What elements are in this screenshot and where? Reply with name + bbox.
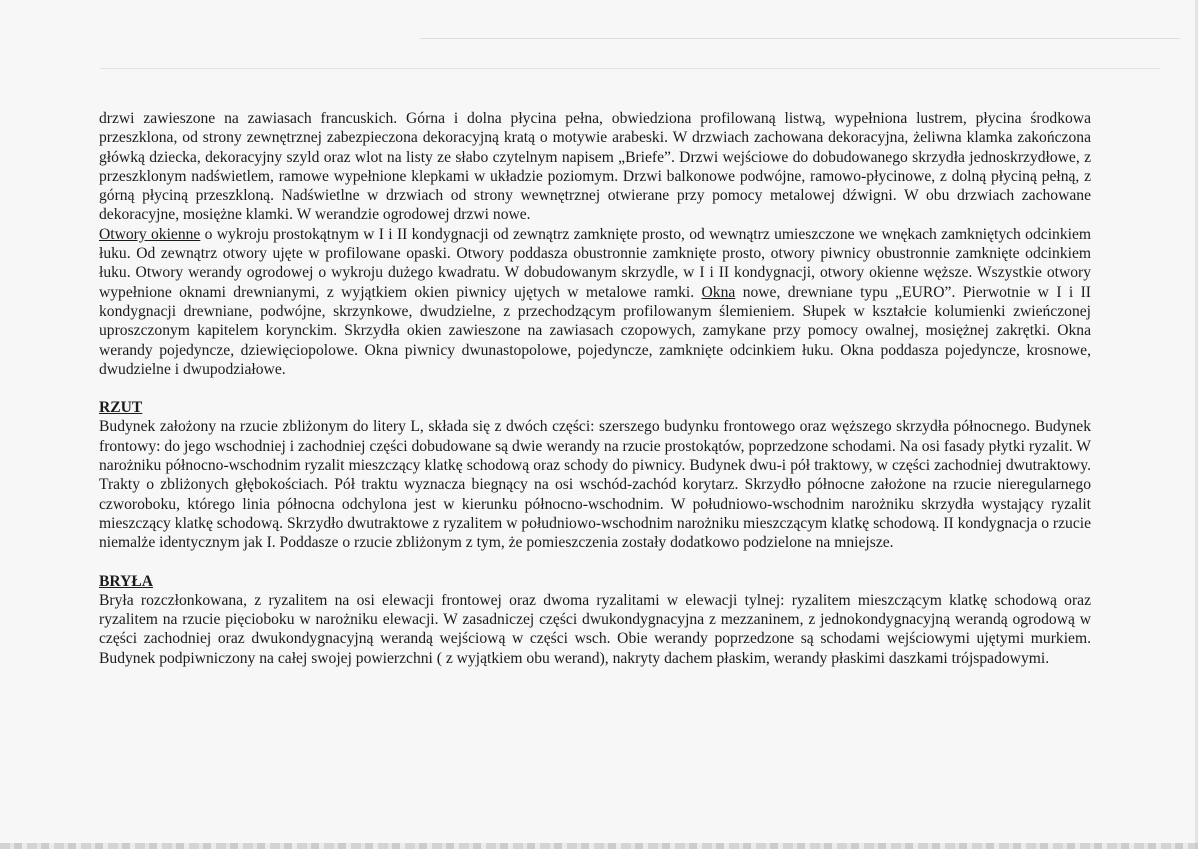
spacer bbox=[99, 379, 1091, 398]
paragraph-windows-text-a: o wykroju prostokątnym w I i II kondygnacji od zewnątrz zamknięte prosto, od wewnątrz umieszczone we wnękach zamkniętych odcinkiem łuku. Od zewnątrz otwory ujęte w profilowane opaski. Otwory poddasza obustronnie zamknięte prosto, otwory piwnicy obustronnie zamknięte odcinkiem łuku. Otwory werandy ogrodowej o wykroju dużego kwadratu. W dobudowanym skrzydle, w I i II kondygnacji, otwory okienne węższe. Wszystkie otwory wypełnione oknami drewnianymi, z wyjątkiem okien piwnicy ujętych w metalowe ramki. bbox=[99, 225, 1092, 301]
scan-bottom-edge bbox=[0, 843, 1198, 849]
paragraph-windows-text-b: nowe, drewniane typu „EURO”. Pierwotnie w I i II kondygnacji drewniane, podwójne, skrzynkowe, dwudzielne, z przechodzącym profilowanym ślemieniem. Słupek w kształcie kolumienki zwieńczonej uproszczonym kapitelem korynckim. Skrzydła okien zawieszone na zawiasach czopowych, zamykane przy pomocy owalnej, mosiężnej zakrętki. Okna werandy pojedyncze, dziewięciopolowe. Okna piwnicy dwunastopolowe, pojedyncze, zamknięte odcinkiem łuku. Okna poddasza pojedyncze, krosnowe, dwudzielne i dwupodziałowe. bbox=[99, 283, 1091, 378]
paragraph-doors: drzwi zawieszone na zawiasach francuskich. Górna i dolna płycina pełna, obwiedziona profilowaną listwą, wypełniona lustrem, płycina środkowa przeszklona, od strony zewnętrznej zabezpieczona dekoracyjną kratą o motywie arabeski. W drzwiach zachowana dekoracyjna, żeliwna klamka zakończona główką dziecka, dekoracyjny szyld oraz wlot na listy ze słabo czytelnym napisem „Briefe”. Drzwi wejściowe do dobudowanego skrzydła jednoskrzydłowe, z przeszklonym nadświetlem, ramowe wypełnione klepkami w układzie poziomym. Drzwi balkonowe podwójne, ramowo-płycinowe, z dolną płyciną pełną, z górną płyciną przeszkloną. Nadświetlne w drzwiach od strony wewnętrznej otwierane przy pomocy metalowej dźwigni. W obu drzwiach zachowane dekoracyjne, mosiężne klamki. W werandzie ogrodowej drzwi nowe. bbox=[99, 110, 1091, 224]
term-otwory-okienne: Otwory okienne bbox=[99, 225, 201, 243]
paragraph-windows bbox=[99, 225, 1091, 379]
paragraph-bryla: Bryła rozczłonkowana, z ryzalitem na osi elewacji frontowej oraz dwoma ryzalitami w elewacji tylnej: ryzalitem mieszczącym klatkę schodową oraz ryzalitem na rzucie pięcioboku w narożniku elewacji. W zasadniczej części dwukondygnacyjna z mezzaninem, z jednokondygnacyjną werandą ogrodową w części zachodniej oraz dwukondygnacyjną werandą wejściową w części wsch. Obie werandy poprzedzone są schodami wejściowymi ujętymi murkiem. Budynek podpiwniczony na całej swojej powierzchni ( z wyjątkiem obu werand), nakryty dachem płaskim, werandy płaskimi daszkami trójspadowymi. bbox=[99, 591, 1091, 667]
paragraph-rzut: Budynek założony na rzucie zbliżonym do litery L, składa się z dwóch części: szerszego budynku frontowego oraz węższego skrzydła północnego. Budynek frontowy: do jego wschodniej i zachodniej części dobudowane są dwie werandy na rzucie prostokątów, poprzedzone schodami. Na osi fasady płytki ryzalit. W narożniku północno-wschodnim ryzalit mieszczący klatkę schodową oraz schody do piwnicy. Budynek dwu-i pół traktowy, w części zachodniej dwutraktowy. Trakty o zbliżonych głębokościach. Pół traktu wyznacza biegnący na osi wschód-zachód korytarz. Skrzydło północne założone na rzucie nieregularnego czworoboku, którego linia północna odchylona jest w kierunku północno-wschodnim. W południowo-wschodnim narożniku skrzydła wystający ryzalit mieszczący klatkę schodową. Skrzydło dwutraktowe z ryzalitem w południowo-wschodnim narożniku mieszczącym klatkę schodową. II kondygnacja o rzucie niemalże identycznym jak I. Poddasze o rzucie zbliżonym z tym, że pomieszczenia zostały dodatkowo podzielone na mniejsze. bbox=[99, 418, 1091, 552]
heading-bryla: BRYŁA bbox=[99, 572, 154, 590]
bleed-through-line bbox=[420, 38, 1180, 39]
spacer bbox=[99, 553, 1091, 572]
heading-rzut: RZUT bbox=[99, 399, 143, 417]
bleed-through-table-edge bbox=[100, 68, 1160, 109]
document-body bbox=[99, 109, 1091, 668]
term-okna: Okna bbox=[701, 283, 736, 301]
